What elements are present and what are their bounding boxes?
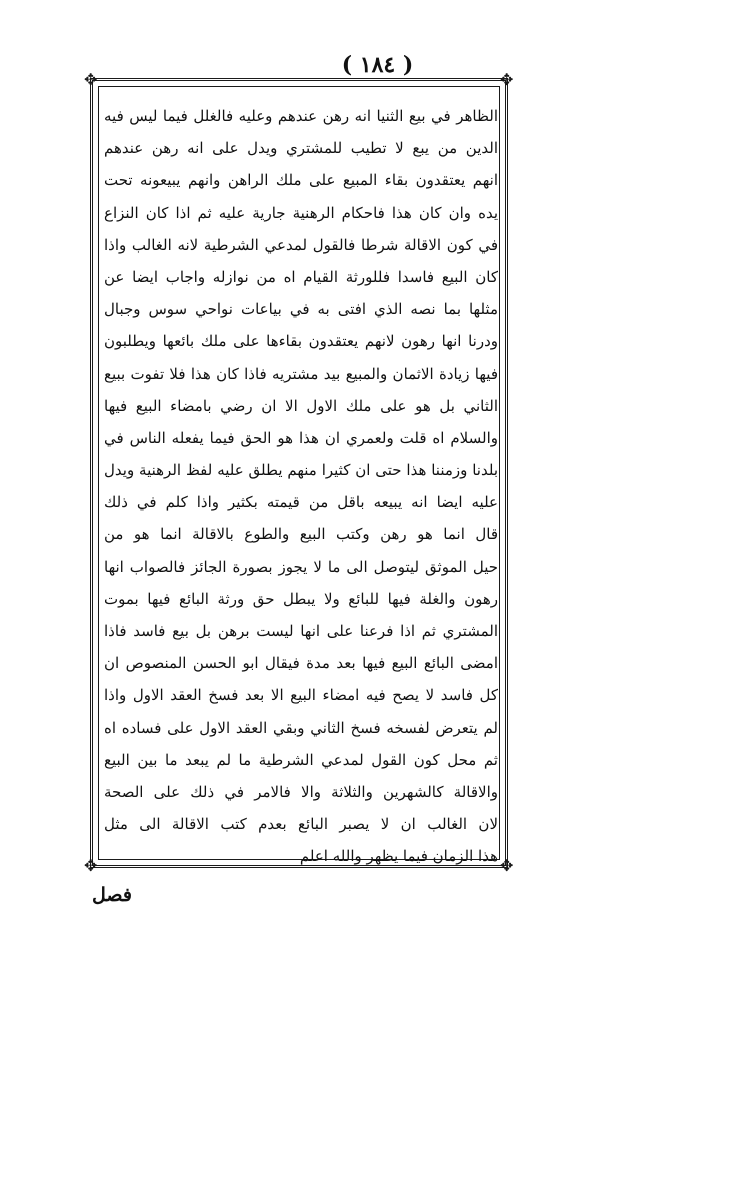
text-line-1: الظاهر في بيع الثنيا انه رهن عندهم وعليه فالغلل فيما ليس فيه [104, 107, 498, 125]
text-line-18: امضى البائع البيع فيها بعد مدة فيقال ابو الحسن المنصوص ان [104, 654, 498, 673]
text-line-22: والاقالة كالشهرين والثلاثة والا فالامر في ذلك على الصحة [104, 782, 498, 801]
text-line-16: رهون والغلة فيها للبائع ولا يبطل حق ورثة البائع فيها بموت [104, 589, 498, 608]
text-line-20: لم يتعرض لفسخه فسخ الثاني وبقي العقد الاول على فساده اه [104, 718, 498, 737]
frame-corner-ornament-bottom-right: ✥ [500, 856, 514, 875]
text-line-23: لان الغالب ان لا يصبر البائع بعدم كتب الاقالة الى مثل [104, 815, 498, 834]
frame-corner-ornament-top-right: ✥ [500, 70, 514, 89]
page-number: ( ١٨٤ ) [341, 52, 414, 78]
body-text [104, 100, 498, 873]
text-line-8: ودرنا انها رهون لانهم يعتقدون بقاءها على ملك بائعها ويطلبون [104, 332, 498, 351]
text-line-6: كان البيع فاسدا فللورثة القيام اه من نوازله واجاب ايضا عن [104, 267, 498, 286]
text-line-15: حيل الموثق ليتوصل الى ما لا يجوز بصورة الجائز فالصواب انها [104, 557, 498, 576]
frame-corner-ornament-bottom-left: ✥ [84, 856, 98, 875]
text-line-13: عليه ايضا انه يبيعه باقل من قيمته بكثير واذا كلم في ذلك [104, 493, 498, 512]
text-line-4: يده وان كان هذا فاحكام الرهنية جارية عليه ثم اذا كان النزاع [104, 203, 498, 222]
frame-corner-ornament-top-left: ✥ [84, 70, 98, 89]
text-line-17: المشتري ثم اذا فرعنا على انها ليست برهن بل بيع فاسد فاذا [104, 622, 498, 640]
text-line-14: قال انما هو رهن وكتب البيع والطوع بالاقالة انما هو من [104, 525, 498, 544]
text-line-10: الثاني بل هو على ملك الاول الا ان رضي بامضاء البيع فيها [104, 396, 498, 415]
text-line-19: كل فاسد لا يصح فيه امضاء البيع الا بعد فسخ العقد الاول واذا [104, 686, 498, 705]
section-heading: فصل [92, 884, 132, 906]
text-line-12: بلدنا وزمننا هذا حتى ان كثيرا منهم يطلق عليه لفظ الرهنية ويدل [104, 461, 498, 480]
text-line-5: في كون الاقالة شرطا فالقول لمدعي الشرطية لانه الغالب واذا [104, 235, 498, 254]
text-line-2: الدين من يبع لا تطيب للمشتري ويدل على انه رهن عندهم [104, 139, 498, 158]
text-line-7: مثلها بما نصه الذي افتى به في بياعات نواحي سوس وجبال [104, 300, 498, 319]
text-line-9: فيها زيادة الاثمان والمبيع بيد مشتريه فاذا كان هذا فلا تفوت ببيع [104, 364, 498, 383]
text-line-3: انهم يعتقدون بقاء المبيع على ملك الراهن وانهم يبيعونه تحت [104, 171, 498, 190]
text-line-24: هذا الزمان فيما يظهر والله اعلم [299, 847, 498, 866]
text-line-11: والسلام اه قلت ولعمري ان هذا هو الحق فيما يفعله الناس في [104, 428, 498, 447]
text-line-21: ثم محل كون القول لمدعي الشرطية ما لم يبعد ما بين البيع [104, 750, 498, 769]
